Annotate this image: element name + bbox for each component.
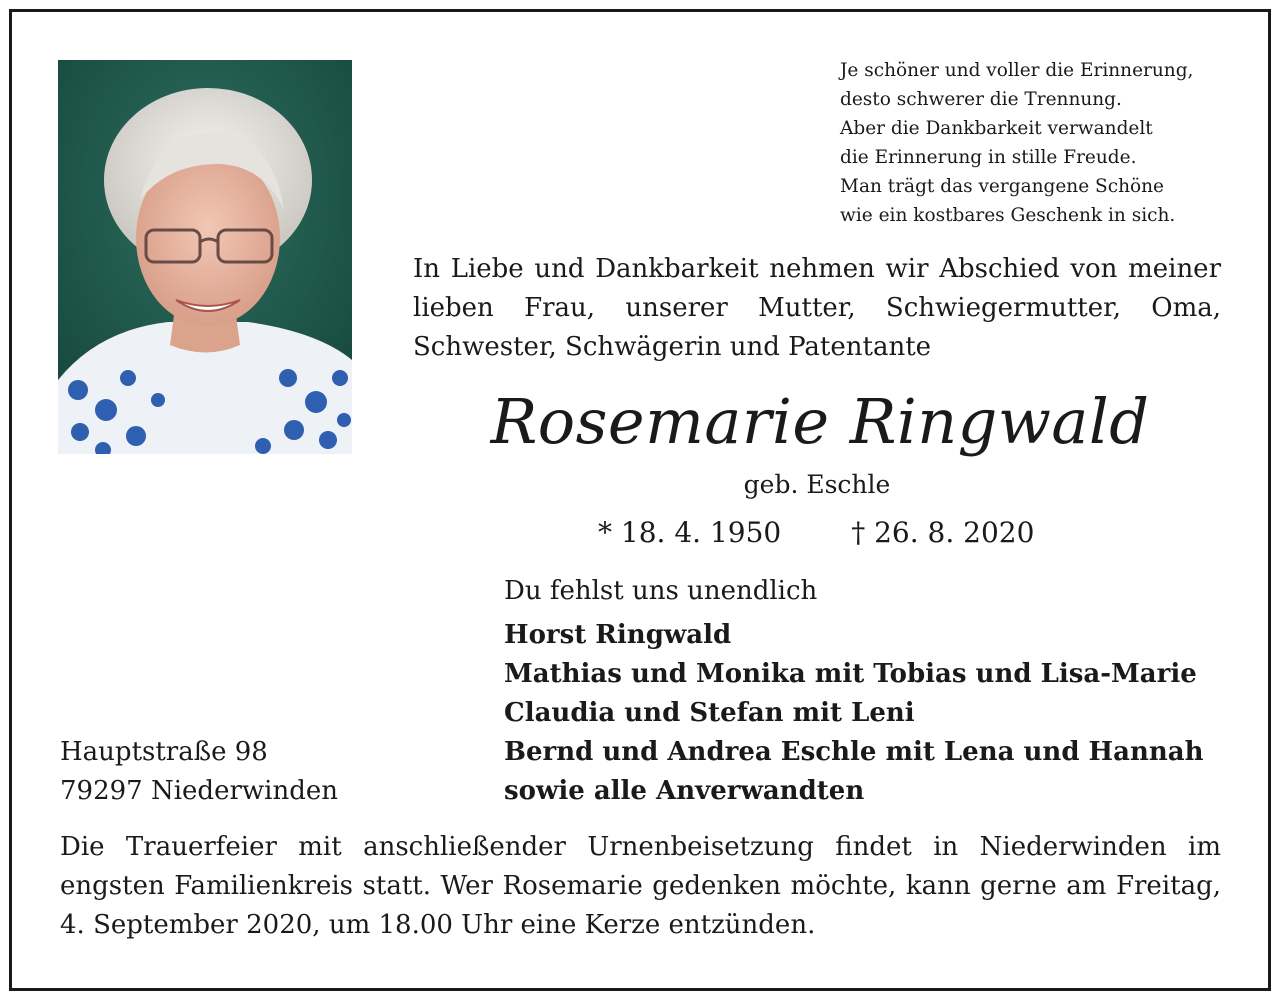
poem-line: Aber die Dankbarkeit verwandelt [840, 118, 1153, 139]
address [60, 733, 338, 811]
family-line: Horst Ringwald [504, 620, 732, 650]
poem-line: wie ein kostbares Geschenk in sich. [840, 205, 1176, 226]
address-city: 79297 Niederwinden [60, 776, 338, 806]
life-dates [598, 516, 1034, 549]
family-line: Mathias und Monika mit Tobias und Lisa-Marie [504, 659, 1197, 689]
poem [840, 56, 1193, 230]
birth-name: geb. Eschle [743, 470, 891, 499]
family-list [504, 616, 1204, 811]
miss-line: Du fehlst uns unendlich [504, 576, 818, 606]
poem-line: die Erinnerung in stille Freude. [840, 147, 1137, 168]
intro-text: In Liebe und Dankbarkeit nehmen wir Abschied von meiner lieben Frau, unserer Mutter, Schwiegermutter, Oma, Schwester, Schwägerin und Patentante [413, 254, 1221, 362]
family-line: Claudia und Stefan mit Leni [504, 698, 915, 728]
address-street: Hauptstraße 98 [60, 737, 268, 767]
deceased-name: Rosemarie Ringwald [490, 385, 1150, 458]
poem-line: desto schwerer die Trennung. [840, 89, 1122, 110]
family-line: Bernd und Andrea Eschle mit Lena und Hannah [504, 737, 1204, 767]
poem-line: Man trägt das vergangene Schöne [840, 176, 1164, 197]
family-line: sowie alle Anverwandten [504, 776, 865, 806]
death-date: † 26. 8. 2020 [851, 516, 1035, 549]
birth-date: * 18. 4. 1950 [598, 516, 782, 549]
poem-line: Je schöner und voller die Erinnerung, [840, 60, 1194, 81]
ceremony-text: Die Trauerfeier mit anschließender Urnenbeisetzung findet in Niederwinden im engsten Familienkreis statt. Wer Rosemarie gedenken möchte, kann gerne am Freitag, 4. September 2020, um 18.00 Uhr eine Kerze entzünden. [60, 832, 1221, 940]
